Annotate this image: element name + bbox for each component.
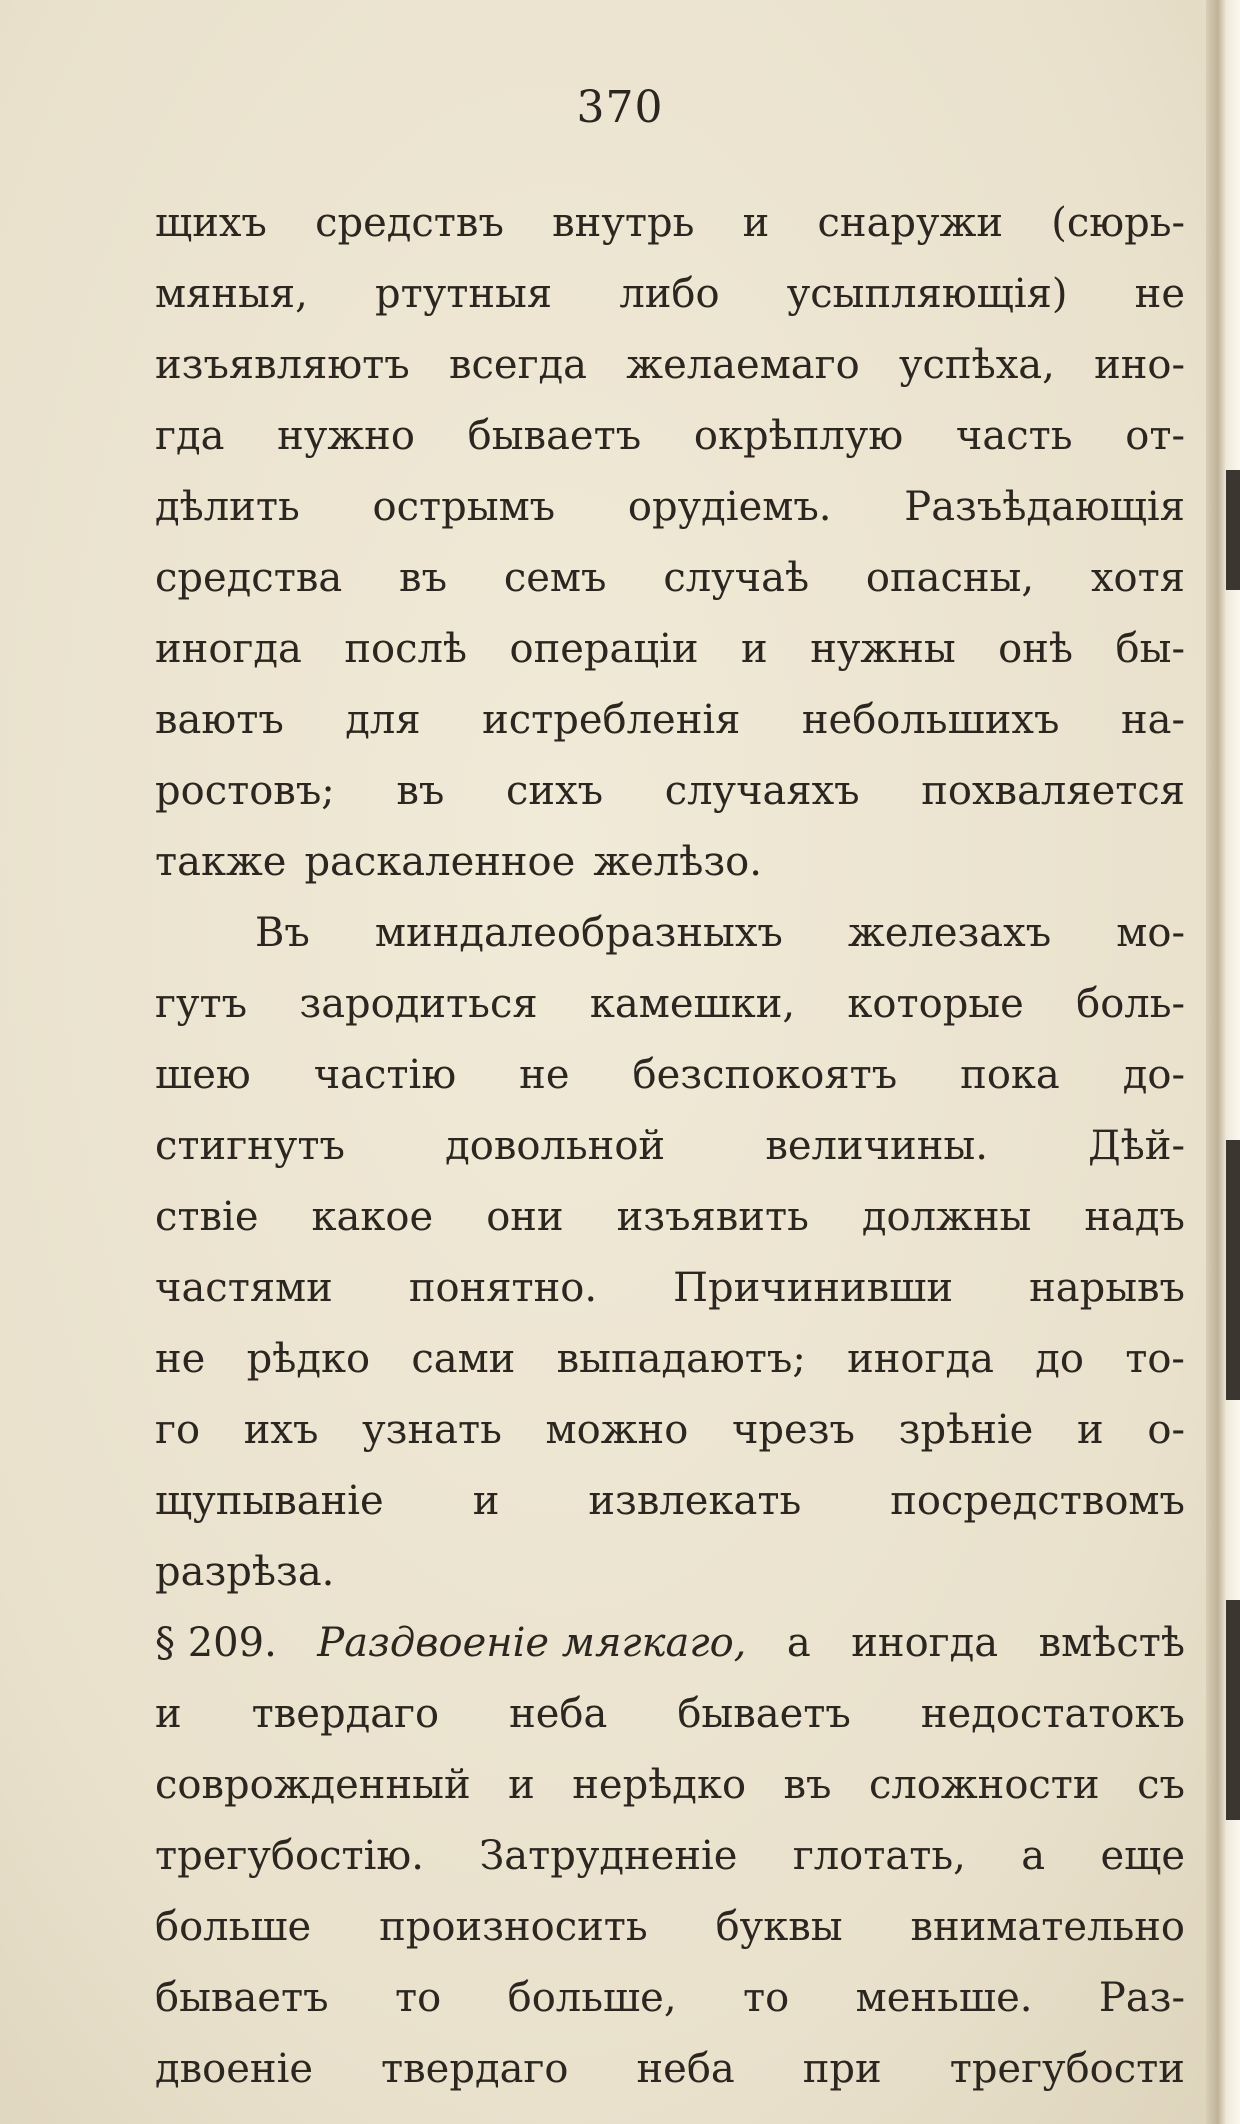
text-word: иногда bbox=[851, 1620, 999, 1666]
text-word: операціи bbox=[509, 626, 699, 672]
text-word: Раз- bbox=[1098, 1975, 1185, 2021]
text-word: ствіе bbox=[155, 1194, 259, 1240]
text-word: а bbox=[786, 1620, 811, 1666]
text-word: больше bbox=[155, 1904, 312, 1950]
text-word: внимательно bbox=[910, 1904, 1185, 1950]
text-word: усыпляющія) bbox=[786, 271, 1068, 317]
text-word: неба bbox=[509, 1691, 608, 1737]
text-word: буквы bbox=[715, 1904, 843, 1950]
text-word: частію bbox=[313, 1052, 457, 1098]
text-word: изъявляютъ bbox=[155, 342, 410, 388]
text-line bbox=[155, 1395, 1185, 1466]
text-line bbox=[155, 1324, 1185, 1395]
text-line bbox=[155, 1892, 1185, 1963]
text-word: безспокоятъ bbox=[632, 1052, 898, 1098]
text-line bbox=[155, 827, 1185, 898]
text-word: внутрь bbox=[552, 200, 695, 246]
text-word: трегубостію. bbox=[155, 1833, 424, 1879]
text-word: стигнутъ bbox=[155, 1123, 345, 1169]
text-word: истребленія bbox=[482, 697, 741, 743]
text-line bbox=[155, 401, 1185, 472]
body-text bbox=[155, 188, 1185, 2105]
text-line bbox=[155, 898, 1185, 969]
text-line bbox=[155, 1821, 1185, 1892]
text-word: понятно. bbox=[408, 1265, 598, 1311]
text-word: которые bbox=[847, 981, 1024, 1027]
text-word: и bbox=[1077, 1407, 1104, 1453]
text-word: гда bbox=[155, 413, 225, 459]
text-word: сихъ bbox=[506, 768, 604, 814]
text-word: Затрудненіе bbox=[479, 1833, 738, 1879]
text-word: въ bbox=[399, 555, 448, 601]
text-word: Раздвоеніе мягкаго, bbox=[317, 1620, 747, 1666]
text-word: до- bbox=[1122, 1052, 1185, 1098]
text-word: посредствомъ bbox=[890, 1478, 1185, 1524]
text-word: ваютъ bbox=[155, 697, 284, 743]
text-word: небольшихъ bbox=[801, 697, 1060, 743]
text-word: твердаго bbox=[381, 2046, 569, 2092]
text-word: раскаленное bbox=[304, 839, 576, 885]
text-word: дѣлить bbox=[155, 484, 300, 530]
text-word: железахъ bbox=[847, 910, 1052, 956]
text-word: также bbox=[155, 839, 287, 885]
text-line bbox=[155, 756, 1185, 827]
text-word: семъ bbox=[503, 555, 607, 601]
text-line bbox=[155, 1111, 1185, 1182]
text-word: то bbox=[394, 1975, 442, 2021]
text-line bbox=[155, 1040, 1185, 1111]
text-word: иногда bbox=[155, 626, 302, 672]
text-word: и bbox=[472, 1478, 500, 1524]
text-word: успѣха, bbox=[898, 342, 1055, 388]
text-word: не bbox=[519, 1052, 570, 1098]
text-word: случаяхъ bbox=[664, 768, 860, 814]
text-word: должны bbox=[861, 1194, 1032, 1240]
text-word: случаѣ bbox=[663, 555, 810, 601]
text-word: въ bbox=[396, 768, 445, 814]
text-word: то- bbox=[1125, 1336, 1185, 1382]
text-word: го bbox=[155, 1407, 201, 1453]
text-word: миндалеобразныхъ bbox=[374, 910, 783, 956]
text-line bbox=[155, 1253, 1185, 1324]
text-word: (сюрь- bbox=[1051, 200, 1185, 246]
text-word: и bbox=[741, 626, 768, 672]
text-word: нарывъ bbox=[1029, 1265, 1185, 1311]
text-line bbox=[155, 614, 1185, 685]
text-word: желѣзо. bbox=[593, 839, 762, 885]
text-word: шею bbox=[155, 1052, 251, 1098]
text-word: § 209. bbox=[155, 1620, 277, 1666]
text-word: Причинивши bbox=[673, 1265, 954, 1311]
text-word: довольной bbox=[445, 1123, 666, 1169]
text-word: ихъ bbox=[243, 1407, 319, 1453]
text-word: еще bbox=[1100, 1833, 1185, 1879]
text-word: узнать bbox=[362, 1407, 502, 1453]
text-word: для bbox=[345, 697, 421, 743]
text-word: бы- bbox=[1115, 626, 1185, 672]
text-word: снаружи bbox=[817, 200, 1004, 246]
text-line bbox=[155, 1182, 1185, 1253]
text-word: средства bbox=[155, 555, 343, 601]
text-word: извлекать bbox=[588, 1478, 802, 1524]
text-word: твердаго bbox=[251, 1691, 440, 1737]
text-word: и bbox=[508, 1762, 535, 1808]
text-word: камешки, bbox=[589, 981, 796, 1027]
text-word: бываетъ bbox=[467, 413, 642, 459]
text-word: Въ bbox=[255, 910, 310, 956]
text-word: сами bbox=[411, 1336, 516, 1382]
text-word: нерѣдко bbox=[572, 1762, 747, 1808]
text-line bbox=[155, 1679, 1185, 1750]
text-word: можно bbox=[545, 1407, 689, 1453]
text-word: иногда bbox=[847, 1336, 994, 1382]
text-word: до bbox=[1035, 1336, 1084, 1382]
text-word: нужны bbox=[810, 626, 956, 672]
text-word: то bbox=[743, 1975, 790, 2021]
text-line bbox=[155, 1466, 1185, 1537]
text-word: щихъ bbox=[155, 200, 267, 246]
page-number: 370 bbox=[576, 82, 664, 133]
text-word: сложности bbox=[868, 1762, 1100, 1808]
text-word: на- bbox=[1120, 697, 1185, 743]
text-word: от- bbox=[1125, 413, 1185, 459]
text-word: какое bbox=[311, 1194, 434, 1240]
text-word: часть bbox=[955, 413, 1073, 459]
text-word: неба bbox=[636, 2046, 735, 2092]
text-word: надъ bbox=[1084, 1194, 1185, 1240]
text-word: нужно bbox=[277, 413, 415, 459]
text-word: щупываніе bbox=[155, 1478, 384, 1524]
text-line bbox=[155, 969, 1185, 1040]
text-word: средствъ bbox=[315, 200, 504, 246]
text-word: чрезъ bbox=[731, 1407, 855, 1453]
text-word: глотать, bbox=[792, 1833, 966, 1879]
text-word: разрѣза. bbox=[155, 1549, 335, 1595]
text-word: боль- bbox=[1076, 981, 1185, 1027]
text-word: не bbox=[155, 1336, 206, 1382]
text-word: похваляется bbox=[921, 768, 1185, 814]
text-word: зародиться bbox=[299, 981, 538, 1027]
text-word: опасны, bbox=[865, 555, 1035, 601]
text-word: частями bbox=[155, 1265, 333, 1311]
text-word: ростовъ; bbox=[155, 768, 335, 814]
text-word: недостатокъ bbox=[920, 1691, 1185, 1737]
text-word: ртутныя bbox=[374, 271, 553, 317]
text-word: желаемаго bbox=[626, 342, 860, 388]
text-word: орудіемъ. bbox=[627, 484, 832, 530]
text-word: они bbox=[486, 1194, 564, 1240]
text-line bbox=[155, 1750, 1185, 1821]
page-edge-mark bbox=[1226, 1600, 1240, 1820]
text-word: бываетъ bbox=[155, 1975, 329, 2021]
text-word: рѣдко bbox=[246, 1336, 371, 1382]
text-word: а bbox=[1021, 1833, 1046, 1879]
text-line bbox=[155, 543, 1185, 614]
text-line bbox=[155, 188, 1185, 259]
text-word: двоеніе bbox=[155, 2046, 314, 2092]
text-word: выпадаютъ; bbox=[556, 1336, 806, 1382]
text-word: мо- bbox=[1116, 910, 1185, 956]
text-word: съ bbox=[1137, 1762, 1185, 1808]
text-word: послѣ bbox=[344, 626, 468, 672]
text-word: мяныя, bbox=[155, 271, 308, 317]
text-line bbox=[155, 1963, 1185, 2034]
text-word: ино- bbox=[1094, 342, 1185, 388]
page-edge-mark bbox=[1226, 1140, 1240, 1400]
text-word: меньше. bbox=[855, 1975, 1033, 2021]
text-word: изъявить bbox=[616, 1194, 809, 1240]
text-word: острымъ bbox=[372, 484, 556, 530]
text-word: и bbox=[742, 200, 770, 246]
text-word: и bbox=[155, 1691, 182, 1737]
text-word: при bbox=[802, 2046, 882, 2092]
text-word: бываетъ bbox=[677, 1691, 851, 1737]
text-line bbox=[155, 1608, 1185, 1679]
text-word: зрѣніе bbox=[898, 1407, 1034, 1453]
text-word: произносить bbox=[379, 1904, 648, 1950]
text-word: соврожденный bbox=[155, 1762, 471, 1808]
page-edge-mark bbox=[1226, 470, 1240, 590]
text-word: онѣ bbox=[998, 626, 1074, 672]
text-word: величины. bbox=[765, 1123, 988, 1169]
text-word: хотя bbox=[1090, 555, 1185, 601]
text-word: больше, bbox=[507, 1975, 677, 2021]
text-word: трегубости bbox=[949, 2046, 1185, 2092]
text-line bbox=[155, 259, 1185, 330]
text-line bbox=[155, 1537, 1185, 1608]
text-word: пока bbox=[960, 1052, 1060, 1098]
text-line bbox=[155, 330, 1185, 401]
text-word: Разъѣдающія bbox=[904, 484, 1185, 530]
text-line bbox=[155, 472, 1185, 543]
text-word: всегда bbox=[449, 342, 588, 388]
text-word: окрѣплую bbox=[693, 413, 904, 459]
text-line bbox=[155, 685, 1185, 756]
text-line bbox=[155, 2034, 1185, 2105]
text-word: о- bbox=[1147, 1407, 1185, 1453]
text-word: вмѣстѣ bbox=[1038, 1620, 1185, 1666]
text-word: гутъ bbox=[155, 981, 248, 1027]
text-word: либо bbox=[619, 271, 720, 317]
text-word: въ bbox=[783, 1762, 832, 1808]
text-word: не bbox=[1134, 271, 1185, 317]
text-word: Дѣй- bbox=[1088, 1123, 1185, 1169]
